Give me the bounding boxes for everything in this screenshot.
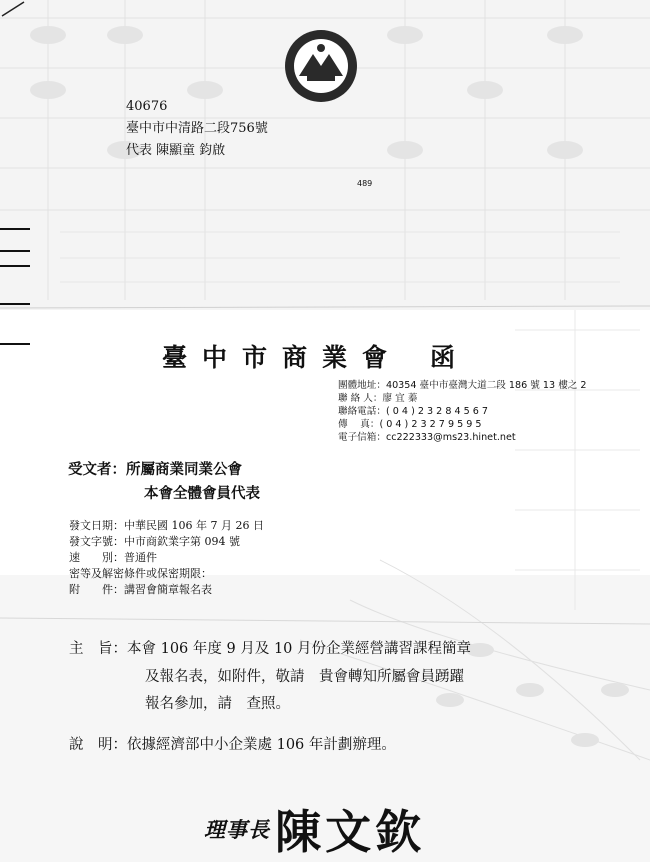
- contact-person-label: 聯 絡 人：: [338, 393, 383, 404]
- explanation-label: 說 明：: [69, 737, 127, 753]
- recipient-name: 代表 陳顯童 鈞啟: [126, 143, 226, 158]
- receiver-block: [68, 458, 260, 506]
- fold-mark: [0, 250, 30, 252]
- receiver-line-1: 所屬商業同業公會: [126, 461, 242, 478]
- contact-email-row: [338, 431, 587, 444]
- signatory-name: 陳文欽: [275, 805, 426, 859]
- corner-mark: [0, 0, 30, 20]
- fold-mark: [0, 265, 30, 267]
- fax-label: 傳 真：: [338, 419, 380, 430]
- subject-line-1: 本會 106 年度 9 月及 10 月份企業經營講習課程簡章: [127, 641, 472, 657]
- email-label: 電子信箱：: [338, 432, 386, 443]
- address-value: 40354 臺中市臺灣大道二段 186 號 13 樓之 2: [385, 380, 587, 391]
- explanation-text: 依據經濟部中小企業處 106 年計劃辦理。: [127, 737, 396, 753]
- issue-date: 發文日期：中華民國 106 年 7 月 26 日: [69, 519, 264, 532]
- signature-block: [204, 796, 425, 862]
- secrecy-level: 密等及解密條件或保密期限：: [69, 567, 212, 580]
- delivery-speed: 速 別：普通件: [69, 551, 157, 564]
- fold-mark: [0, 228, 30, 230]
- contact-person-row: [338, 392, 587, 405]
- postal-code: 40676: [126, 99, 168, 114]
- subject-label: 主 旨：: [69, 641, 127, 657]
- contact-info: [338, 379, 587, 444]
- sender-address-block: [126, 96, 268, 162]
- phone-value: ( 0 4 ) 2 3 2 8 4 5 6 7: [385, 406, 489, 417]
- document-type: 函: [430, 343, 456, 372]
- subject-line-3: 報名參加，請 查照。: [145, 696, 290, 712]
- contact-person-value: 廖 宜 蓁: [382, 393, 418, 404]
- page-number: 489: [357, 179, 373, 188]
- address-label: 團體地址：: [338, 380, 386, 391]
- fold-mark: [0, 343, 30, 345]
- email-value: cc222333@ms23.hinet.net: [385, 432, 516, 443]
- attachment: 附 件：講習會簡章報名表: [69, 583, 212, 596]
- document-number: 發文字號：中市商欽業字第 094 號: [69, 535, 240, 548]
- chamber-seal-logo: [283, 28, 359, 104]
- contact-fax-row: [338, 418, 587, 431]
- signatory-title: 理事長: [204, 817, 270, 842]
- contact-phone-row: [338, 405, 587, 418]
- subject-section: [69, 636, 471, 719]
- phone-label: 聯絡電話：: [338, 406, 386, 417]
- street-address: 臺中市中清路二段756號: [126, 121, 268, 136]
- explanation-section: [69, 733, 396, 754]
- document-meta: [69, 518, 264, 598]
- contact-address-row: [338, 379, 587, 392]
- fax-value: ( 0 4 ) 2 3 2 7 9 5 9 5: [379, 419, 482, 430]
- receiver-line-2: 本會全體會員代表: [144, 485, 260, 502]
- document-title: 臺中市商業會: [162, 343, 403, 372]
- fold-mark: [0, 303, 30, 305]
- subject-line-2: 及報名表，如附件，敬請 貴會轉知所屬會員踴躍: [145, 668, 464, 685]
- receiver-label: 受文者：: [68, 461, 126, 478]
